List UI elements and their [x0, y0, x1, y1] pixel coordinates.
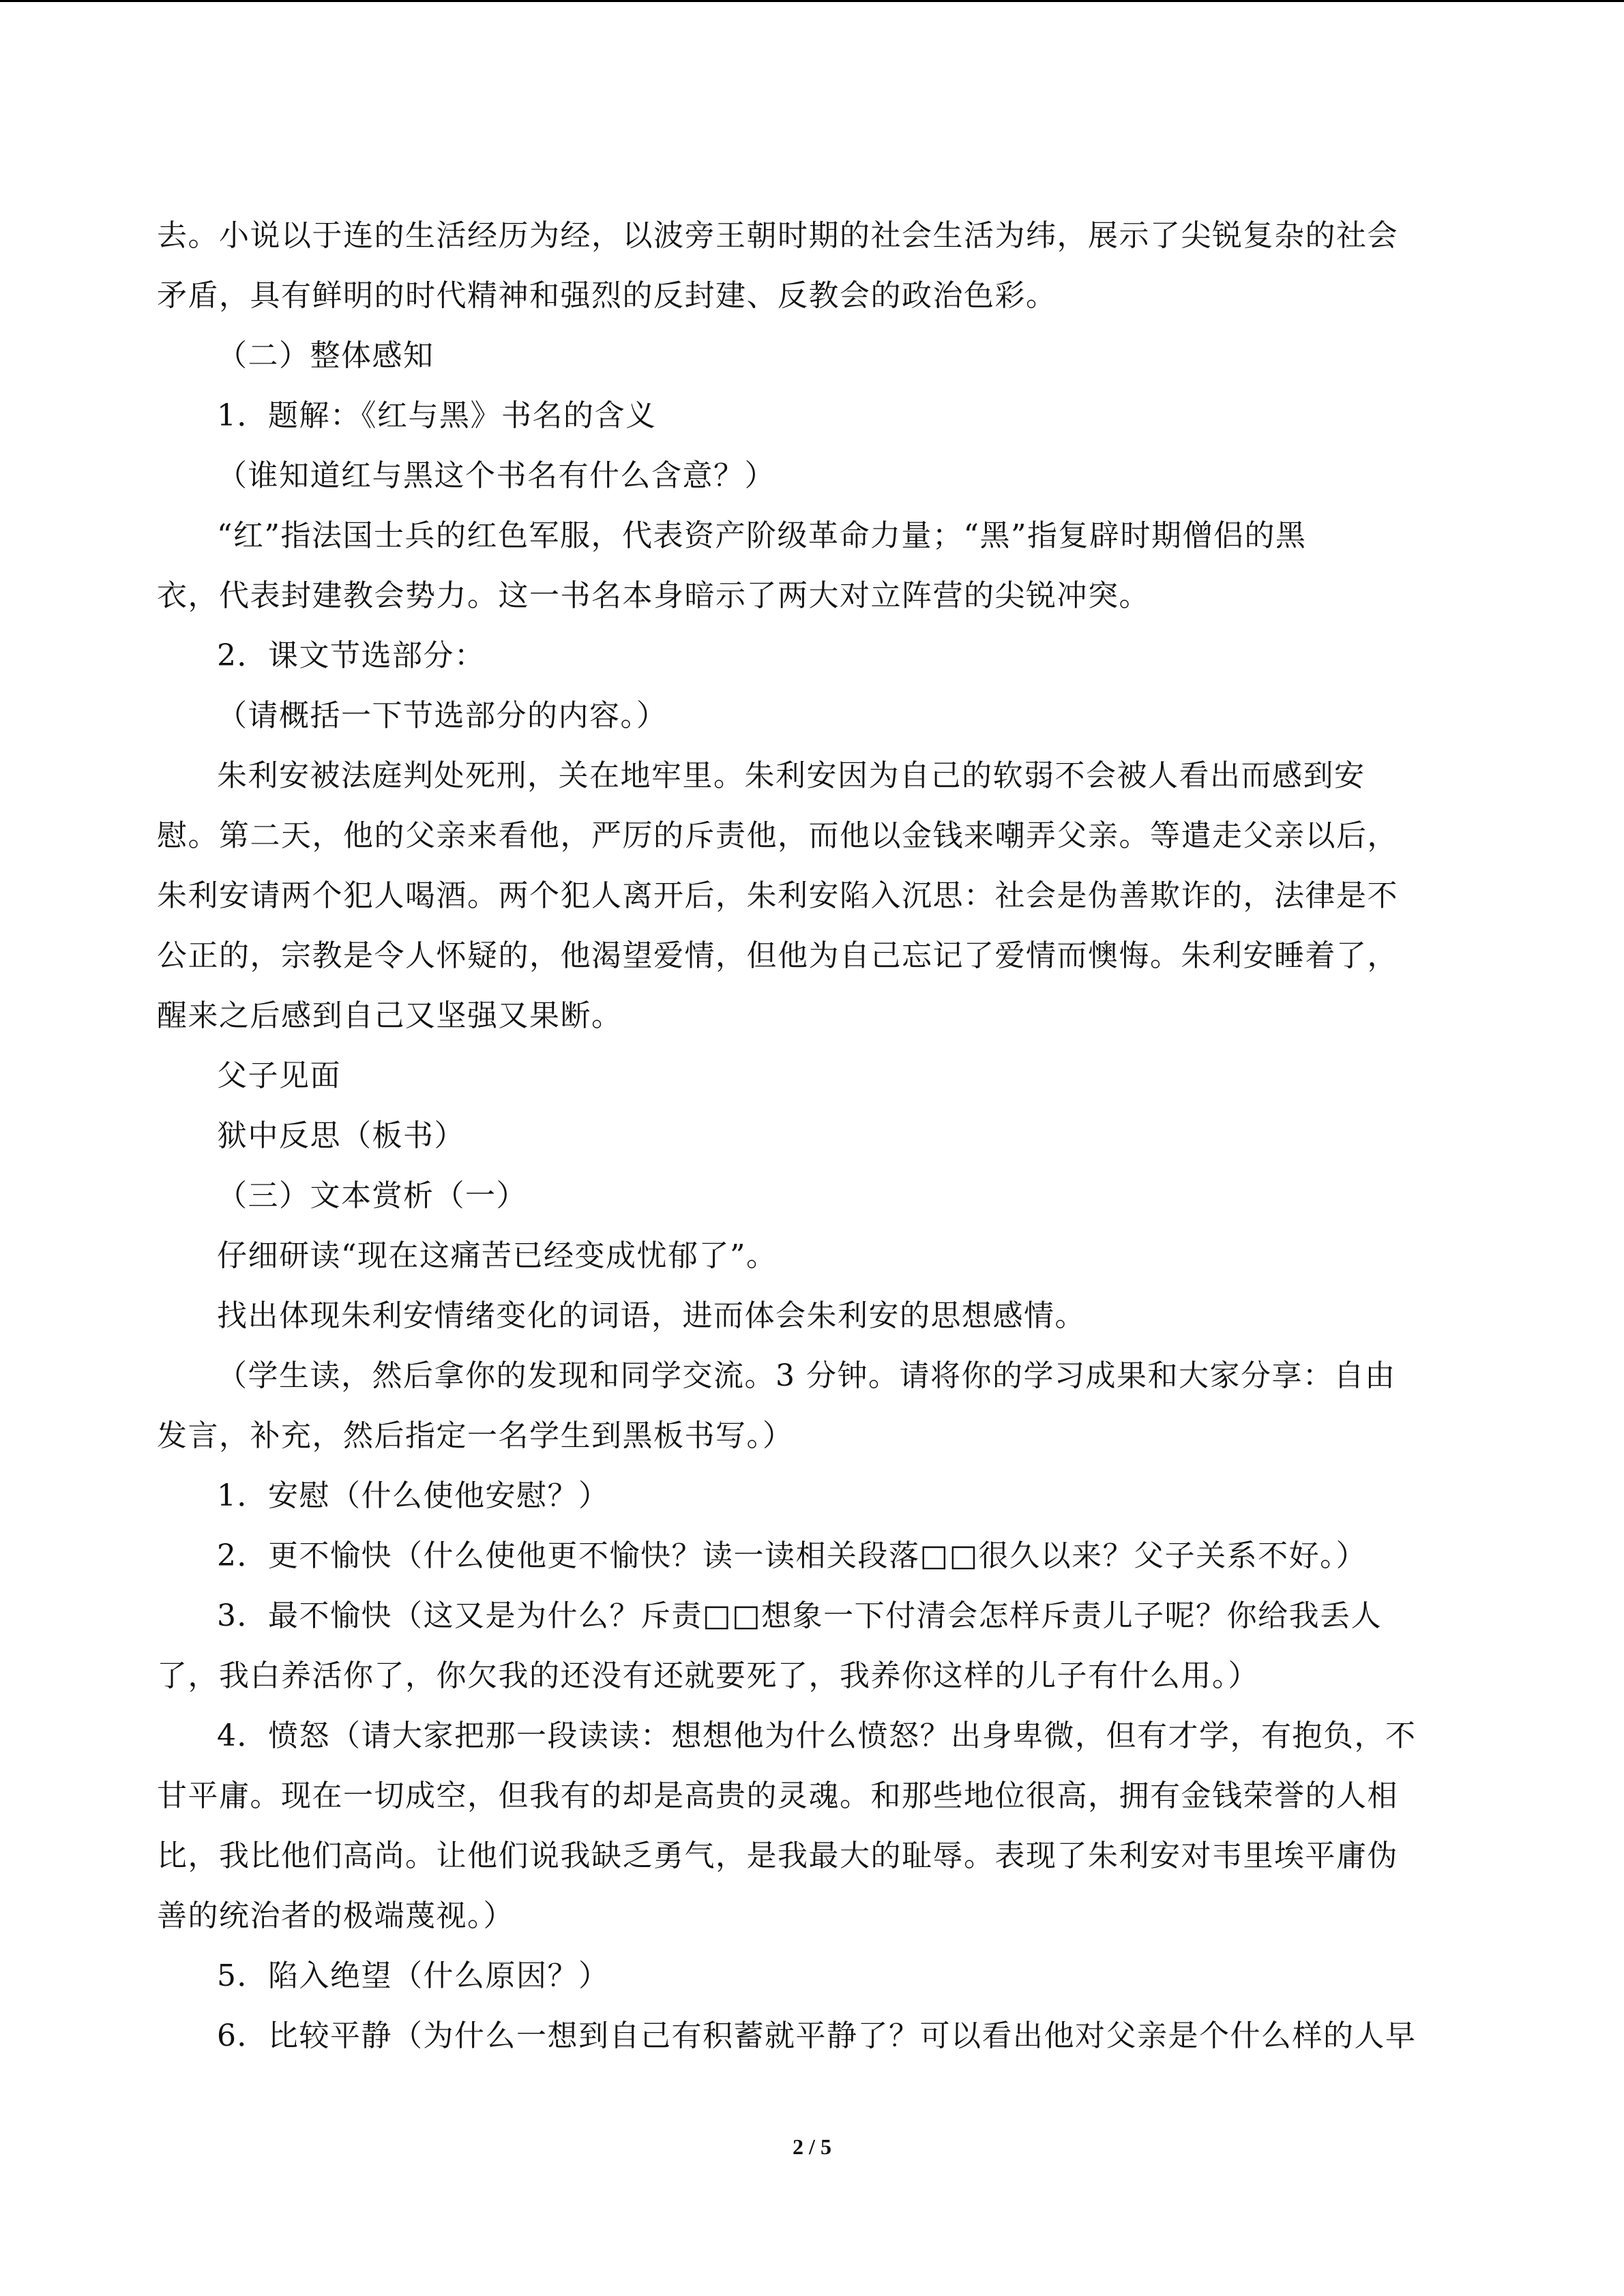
text-line: 朱利安被法庭判处死刑，关在地牢里。朱利安因为自己的软弱不会被人看出而感到安: [217, 758, 1365, 793]
board-note: 狱中反思（板书）: [217, 1118, 465, 1153]
document-body: [157, 206, 1477, 2066]
text-line: 了，我白养活你了，你欠我的还没有还就要死了，我养你这样的儿子有什么用。）: [157, 1658, 1259, 1693]
text-line: 善的统治者的极端蔑视。）: [157, 1898, 514, 1933]
item-heading: 2．课文节选部分：: [217, 638, 486, 673]
text-line: 醒来之后感到自己又坚强又果断。: [157, 998, 623, 1033]
list-item: 2．更不愉快（什么使他更不愉快？读一读相关段落□□很久以来？父子关系不好。）: [217, 1538, 1368, 1573]
list-item: 1．安慰（什么使他安慰？）: [217, 1478, 610, 1513]
text-line: “红”指法国士兵的红色军服，代表资产阶级革命力量；“黑”指复辟时期僧侣的黑: [217, 518, 1307, 553]
item-heading: 1．题解：《红与黑》书名的含义: [217, 398, 657, 433]
section-heading: （三）文本赏析（一）: [217, 1178, 527, 1213]
text-line: 慰。第二天，他的父亲来看他，严厉的斥责他，而他以金钱来嘲弄父亲。等遣走父亲以后，: [157, 818, 1398, 853]
text-line: 矛盾，具有鲜明的时代精神和强烈的反封建、反教会的政治色彩。: [157, 278, 1057, 313]
list-item: 6．比较平静（为什么一想到自己有积蓄就平静了？可以看出他对父亲是个什么样的人早: [217, 2018, 1417, 2053]
text-line: 朱利安请两个犯人喝酒。两个犯人离开后，朱利安陷入沉思：社会是伪善欺诈的，法律是不: [157, 878, 1398, 913]
text-line: 比，我比他们高尚。让他们说我缺乏勇气，是我最大的耻辱。表现了朱利安对韦里埃平庸伪: [157, 1838, 1398, 1873]
text-line: （学生读，然后拿你的发现和同学交流。3 分钟。请将你的学习成果和大家分享：自由: [217, 1358, 1396, 1393]
board-note: 父子见面: [217, 1058, 341, 1093]
top-border-line: [0, 0, 1624, 2]
text-line: 找出体现朱利安情绪变化的词语，进而体会朱利安的思想感情。: [217, 1298, 1086, 1333]
page-number: 2 / 5: [793, 2134, 831, 2159]
section-heading: （二）整体感知: [217, 338, 434, 373]
teacher-question: （请概括一下节选部分的内容。）: [217, 698, 668, 733]
text-line: 甘平庸。现在一切成空，但我有的却是高贵的灵魂。和那些地位很高，拥有金钱荣誉的人相: [157, 1778, 1398, 1813]
text-line: 去。小说以于连的生活经历为经，以波旁王朝时期的社会生活为纬，展示了尖锐复杂的社会: [157, 218, 1398, 253]
text-line: 仔细研读“现在这痛苦已经变成忧郁了”。: [217, 1238, 778, 1273]
teacher-question: （谁知道红与黑这个书名有什么含意？）: [217, 458, 776, 493]
text-line: 公正的，宗教是令人怀疑的，他渴望爱情，但他为自己忘记了爱情而懊悔。朱利安睡着了，: [157, 938, 1398, 973]
text-line: 衣，代表封建教会势力。这一书名本身暗示了两大对立阵营的尖锐冲突。: [157, 578, 1150, 613]
list-item: 5．陷入绝望（什么原因？）: [217, 1958, 610, 1993]
list-item: 4．愤怒（请大家把那一段读读：想想他为什么愤怒？出身卑微，但有才学，有抱负，不: [217, 1718, 1417, 1753]
list-item: 3．最不愉快（这又是为什么？斥责□□想象一下付清会怎样斥责儿子呢？你给我丢人: [217, 1598, 1383, 1633]
text-line: 发言，补充，然后指定一名学生到黑板书写。）: [157, 1418, 794, 1453]
